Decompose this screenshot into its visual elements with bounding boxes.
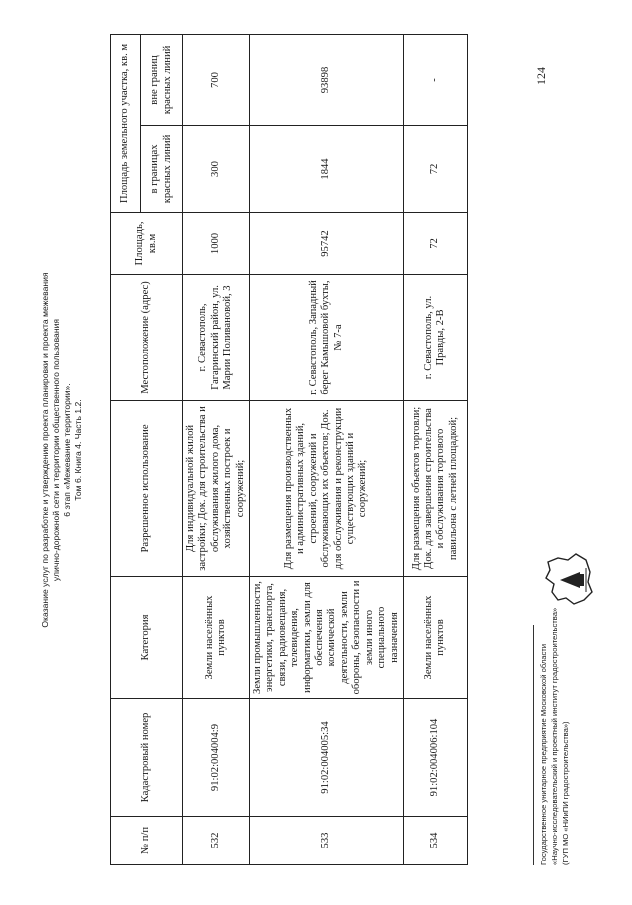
col-header-category: Категория xyxy=(111,577,183,699)
cell-permitted-use: Для индивидуальной жилой застройки; Док. для строительства и обслуживания жилого дома, хозяйственных построек и сооружений; xyxy=(183,401,250,577)
cell-inside-red: 1844 xyxy=(250,126,404,213)
header-line-2: улично-дорожной сети и территории общественного пользования xyxy=(51,318,61,582)
cell-cadastral: 91:02:004004:9 xyxy=(183,699,250,817)
cell-category: Земли населённых пунктов xyxy=(403,577,467,699)
header-line-4: Том 6. Книга 4. Часть 1.2. xyxy=(73,399,83,501)
col-header-location: Местоположение (адрес) xyxy=(111,275,183,401)
cell-cadastral: 91:02:004006:104 xyxy=(403,699,467,817)
footer-organization xyxy=(538,608,571,865)
header-line-3: 6 этап «Межевание территории». xyxy=(62,383,72,517)
document-header xyxy=(40,55,84,845)
col-header-permitted-use: Разрешенное использование xyxy=(111,401,183,577)
col-header-plot-area-group: Площадь земельного участка, кв. м xyxy=(111,34,141,212)
cell-area: 1000 xyxy=(183,213,250,275)
cell-num: 532 xyxy=(183,817,250,865)
cell-num: 534 xyxy=(403,817,467,865)
cell-cadastral: 91:02:004005:34 xyxy=(250,699,404,817)
col-header-outside-red: вне границ красных линий xyxy=(141,34,183,125)
cell-outside-red: - xyxy=(403,34,467,125)
cell-outside-red: 700 xyxy=(183,34,250,125)
cell-inside-red: 72 xyxy=(403,126,467,213)
footer-org-line-3: (ГУП МО «НИиПИ градостроительства») xyxy=(561,721,570,865)
table-row xyxy=(403,34,467,864)
col-header-inside-red: в границах красных линий xyxy=(141,126,183,213)
land-plots-table xyxy=(110,34,468,865)
col-header-cadastral: Кадастровый номер xyxy=(111,699,183,817)
cell-area: 95742 xyxy=(250,213,404,275)
col-header-num: № п/п xyxy=(111,817,183,865)
cell-location: г. Севастополь, ул. Правды, 2-В xyxy=(403,275,467,401)
col-header-area: Площадь, кв.м xyxy=(111,213,183,275)
page-number: 124 xyxy=(534,67,548,85)
cell-category: Земли промышленности, энергетики, транспорта, связи, радиовещания, телевидения, информатики, земли для обеспечения космической деятельности, земли обороны, безопасности и земли иного специального назначения xyxy=(250,577,404,699)
footer-org-line-1: Государственное унитарное предприятие Московской области xyxy=(539,643,548,865)
cell-location: г. Севастополь, Западный берег Камышовой бухты, № 7-а xyxy=(250,275,404,401)
cell-permitted-use: Для размещения производственных и административных зданий, строений, сооружений и обслуживающих их объектов; Док. для обслуживания и реконструкции существующих зданий и сооружений; xyxy=(250,401,404,577)
cell-inside-red: 300 xyxy=(183,126,250,213)
cell-num: 533 xyxy=(250,817,404,865)
cell-category: Земли населённых пунктов xyxy=(183,577,250,699)
cell-area: 72 xyxy=(403,213,467,275)
table-row xyxy=(250,34,404,864)
cell-location: г. Севастополь, Гагаринский район, ул. Марии Поливановой, 3 xyxy=(183,275,250,401)
header-line-1: Оказание услуг по разработке и утверждению проекта планировки и проекта межевания xyxy=(40,272,50,628)
table-header-row xyxy=(111,34,141,864)
cell-outside-red: 93898 xyxy=(250,34,404,125)
footer-org-line-2: «Научно-исследовательский и проектный институт градостроительства» xyxy=(550,607,559,865)
table-row xyxy=(183,34,250,864)
footer-divider xyxy=(533,625,534,865)
cell-permitted-use: Для размещения объектов торговли; Док. для завершения строительства и обслуживания торгового павильона с летней площадкой; xyxy=(403,401,467,577)
institute-logo-icon xyxy=(540,550,598,610)
